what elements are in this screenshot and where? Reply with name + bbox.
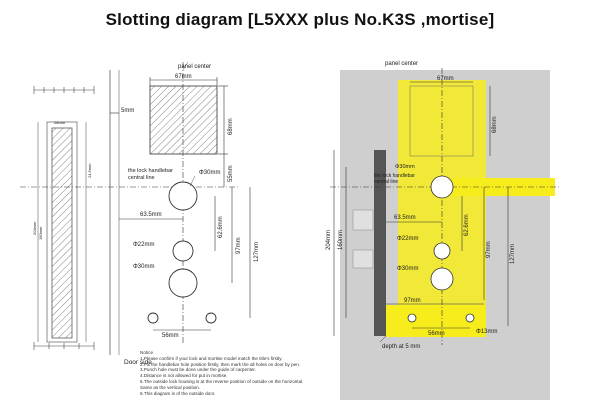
notice-block — [140, 350, 330, 396]
mortise-strip — [38, 122, 86, 342]
left-handle-line2: central line — [128, 175, 155, 181]
right-handle-line2: central line — [374, 179, 399, 185]
right-hole-13-right — [466, 314, 474, 322]
right-hole-13-label: Φ13mm — [476, 329, 498, 335]
right-hole-30-bottom — [431, 268, 453, 290]
notice-line: 2.Fix the handlebar hole position firstly, then mark the all holes on door by pen. — [140, 361, 301, 367]
left-dim-56: 56mm — [162, 333, 179, 339]
right-dim-67: 67mm — [437, 76, 454, 82]
left-dim-55: 55mm — [228, 165, 234, 182]
left-dim-68: 68mm — [228, 118, 234, 135]
left-dim-97: 97mm — [236, 237, 242, 254]
right-hole-30-top — [431, 176, 453, 198]
left-handle-line1: the lock handlebar — [128, 168, 173, 174]
mortise-box — [353, 210, 373, 230]
left-hole-30-top — [169, 182, 197, 210]
left-hole-22-label: Φ22mm — [133, 242, 155, 248]
right-depth-label: depth at 5 mm — [382, 344, 421, 350]
left-dim-5: 5mm — [121, 108, 135, 114]
mortise-box-2 — [353, 250, 373, 268]
strip-side2-label: 160mm — [38, 226, 43, 240]
right-dim-62-6: 62.6mm — [464, 214, 470, 236]
right-hole-13-left — [408, 314, 416, 322]
right-dim-160: 160mm — [338, 229, 344, 250]
right-drawing — [326, 61, 560, 400]
right-dim-56: 56mm — [428, 331, 445, 337]
ruler-left-label: 24.5mm — [87, 163, 92, 178]
door-side-label: Door side — [124, 359, 152, 366]
left-hole-22 — [173, 241, 193, 261]
notice-line: 5.The outside lock housing is at the reverse position of outside on the horizontal. — [140, 378, 304, 384]
left-dim-62-6: 62.6mm — [218, 216, 224, 238]
notice-line: 6.This diagram is of the outside door. — [140, 390, 216, 396]
right-panel-center-label: panel center — [385, 61, 419, 67]
strip-side-label: 204mm — [32, 221, 37, 235]
right-dim-97-h: 97mm — [404, 298, 421, 304]
right-dim-97-v: 97mm — [486, 241, 492, 258]
right-hole-30a-label: Φ30mm — [395, 164, 415, 170]
right-dim-127: 127mm — [510, 243, 516, 264]
strip-top-label: 28mm — [54, 120, 66, 125]
notice-line: Notice — [140, 350, 154, 355]
left-hole-13-left — [148, 313, 158, 323]
left-drawing — [20, 62, 260, 366]
right-hole-30b-label: Φ30mm — [397, 266, 419, 272]
right-dim-204: 204mm — [326, 229, 332, 250]
notice-line: 4.Distance is not allowed for put in mortise. — [140, 373, 228, 379]
left-hole-30a-label: Φ30mm — [199, 170, 221, 176]
left-dim-63-5: 63.5mm — [140, 212, 162, 218]
left-hole-30-bottom — [169, 269, 197, 297]
left-panel-center-label: panel center — [178, 64, 212, 70]
left-hole-13-right — [206, 313, 216, 323]
notice-line: 3.Punch hole must be done under the guide of carpenter. — [140, 367, 256, 373]
right-handle-line1: the lock handlebar — [374, 173, 415, 179]
top-ruler — [34, 86, 94, 94]
left-dim-127: 127mm — [254, 241, 260, 262]
panel-outline — [150, 86, 217, 154]
notice-line: Same as the vertical position. — [140, 384, 201, 390]
left-hole-30b-label: Φ30mm — [133, 264, 155, 270]
bottom-ruler — [34, 342, 94, 350]
notice-line: 1.Please confirm if your lock and mortise model match the title's firstly. — [140, 355, 283, 361]
right-hole-22-label: Φ22mm — [397, 236, 419, 242]
left-dim-67: 67mm — [175, 74, 192, 80]
right-dim-68: 68mm — [492, 116, 498, 133]
right-dim-63-5: 63.5mm — [394, 215, 416, 221]
diagram-title: Slotting diagram [L5XXX plus No.K3S ,mortise] — [105, 10, 495, 29]
right-hole-22 — [434, 243, 450, 259]
